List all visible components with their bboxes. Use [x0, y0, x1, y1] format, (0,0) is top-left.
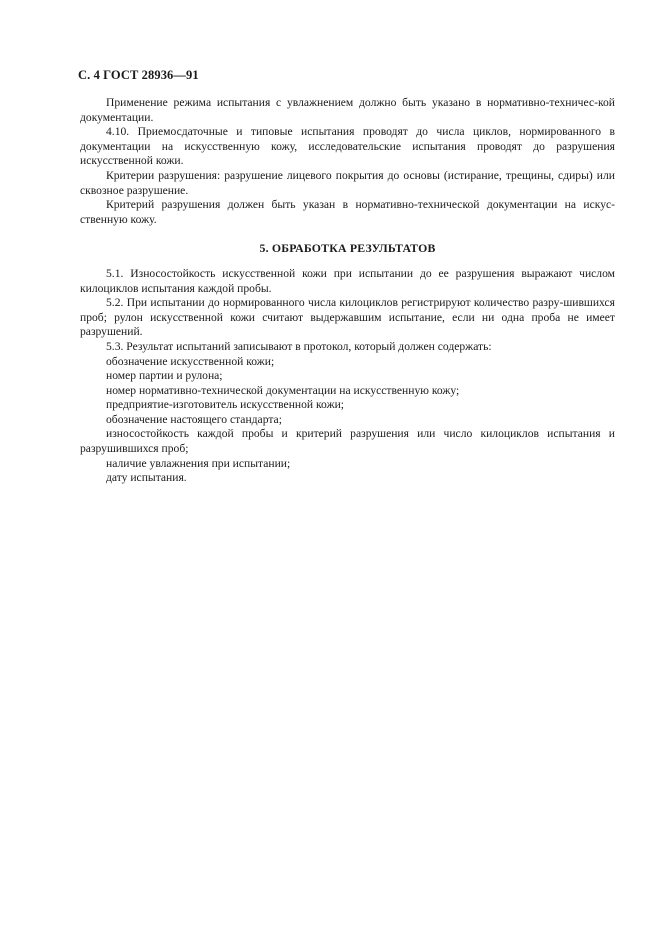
paragraph-5-2: 5.2. При испытании до нормированного числа килоциклов регистрируют количество разру-шившихся проб; рулон искусственной кожи считают выдержавшим испытание, если ни одна проба не имеет разрушений. [80, 296, 615, 339]
page-header: С. 4 ГОСТ 28936—91 [78, 68, 199, 82]
section-5-title: 5. ОБРАБОТКА РЕЗУЛЬТАТОВ [259, 241, 436, 256]
list-item: обозначение искусственной кожи; [106, 354, 275, 368]
list-item: номер партии и рулона; [106, 369, 223, 383]
list-item: обозначение настоящего стандарта; [106, 412, 282, 426]
list-item: износостойкость каждой пробы и критерий разрушения или число килоциклов испытания и разрушившихся проб; [80, 427, 615, 456]
list-item: наличие увлажнения при испытании; [106, 456, 291, 470]
paragraph-criterion-documentation: Критерий разрушения должен быть указан в нормативно-технической документации на искус-ственную кожу. [80, 198, 615, 226]
list-item: предприятие-изготовитель искусственной кожи; [106, 398, 344, 412]
paragraph-failure-criteria: Критерии разрушения: разрушение лицевого покрытия до основы (истирание, трещины, сдиры) или сквозное разрушение. [80, 168, 615, 197]
list-item: дату испытания. [106, 471, 187, 485]
paragraph-humidity-mode: Применение режима испытания с увлажнением должно быть указано в нормативно-техничес-кой документации. [80, 96, 615, 124]
paragraph-5-1: 5.1. Износостойкость искусственной кожи при испытании до ее разрушения выражают числом килоциклов испытания каждой пробы. [80, 266, 615, 295]
paragraph-5-3: 5.3. Результат испытаний записывают в протокол, который должен содержать: [106, 339, 492, 353]
paragraph-4-10: 4.10. Приемосдаточные и типовые испытания проводят до числа циклов, нормированного в документации на искусственную кожу, исследовательские испытания проводят до разрушения искусственной кожи. [80, 125, 615, 168]
list-item: номер нормативно-технической документации на искусственную кожу; [106, 383, 460, 397]
document-body [80, 96, 615, 486]
